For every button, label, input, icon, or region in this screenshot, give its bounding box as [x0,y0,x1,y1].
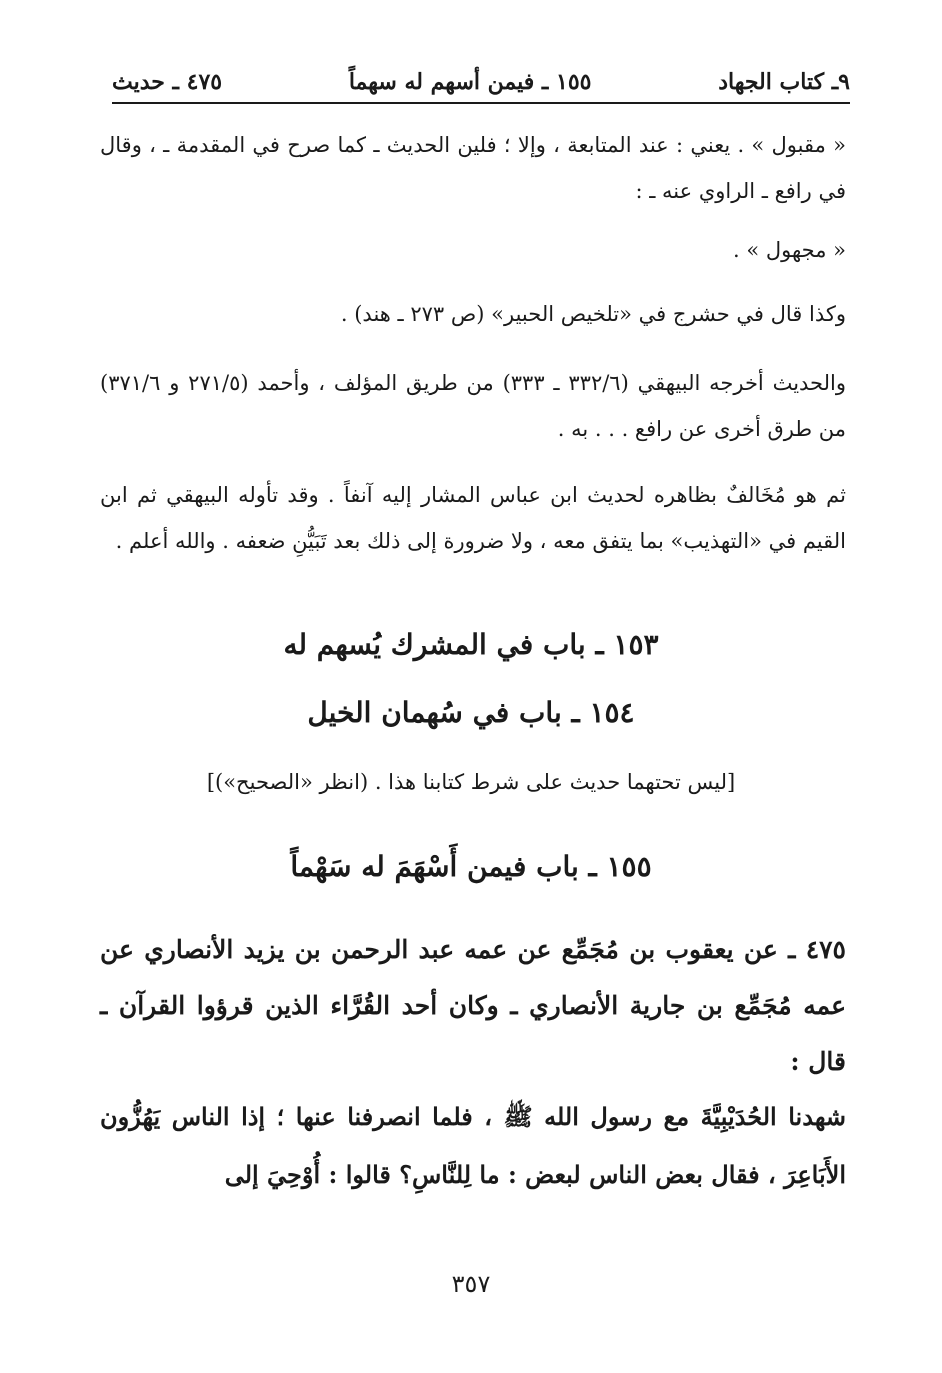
chapter-note: [ليس تحتهما حديث على شرط كتابنا هذا . (انظر «الصحيح»)] [206,770,736,794]
chapter-heading-153: ١٥٣ ـ باب في المشرك يُسهم له [283,628,659,661]
paragraph-4: والحديث أخرجه البيهقي (٣٣٢/٦ ـ ٣٣٣) من طريق المؤلف ، وأحمد (٢٧١/٥ و ٣٧١/٦) من طرق أخرى عن رافع . . . به . [100,371,846,441]
paragraph-2: « مجهول » . [733,238,846,262]
running-header [112,62,850,104]
paragraph-5: ثم هو مُخَالفٌ بظاهره لحديث ابن عباس المشار إليه آنفاً . وقد تأوله البيهقي ثم ابن القيم في «التهذيب» بما يتفق معه ، ولا ضرورة إلى ذلك بعد تَبَيُّنِ ضعفه . والله أعلم . [100,483,846,553]
header-section: ١٥٥ ـ فيمن أسهم له سهماً [348,69,592,95]
paragraph-3: وكذا قال في حشرج في «تلخيص الحبير» (ص ٢٧٣ ـ هند) . [340,302,846,326]
paragraph-1: « مقبول » . يعني : عند المتابعة ، وإلا ؛ فلين الحديث ـ كما صرح في المقدمة ـ ، وقال في رافع ـ الراوي عنه ـ : [100,133,846,203]
page-number: ٣٥٧ [451,1270,491,1298]
hadith-isnad: ٤٧٥ ـ عن يعقوب بن مُجَمِّع عن عمه عبد الرحمن بن يزيد الأنصاري عن عمه مُجَمِّع بن جارية الأنصاري ـ وكان أحد القُرَّاء الذين قرؤوا القرآن ـ قال : [100,935,846,1076]
header-chapter: ٩ـ كتاب الجهاد [718,69,850,95]
header-hadith-number: ٤٧٥ ـ حديث [112,69,223,95]
chapter-heading-155: ١٥٥ ـ باب فيمن أَسْهَمَ له سَهْماً [290,850,652,883]
hadith-matn [100,1088,846,1204]
hadith-matn-text: شهدنا الحُدَيْبِيَّةَ مع رسول الله ﷺ ، فلما انصرفنا عنها ؛ إذا الناس يَهُزُّون الأَبَاعِرَ ، فقال بعض الناس لبعض : ما لِلنَّاسِ؟ قالوا : أُوْحِيَ إلى [100,1102,846,1189]
chapter-heading-154: ١٥٤ ـ باب في سُهمان الخيل [307,696,635,729]
